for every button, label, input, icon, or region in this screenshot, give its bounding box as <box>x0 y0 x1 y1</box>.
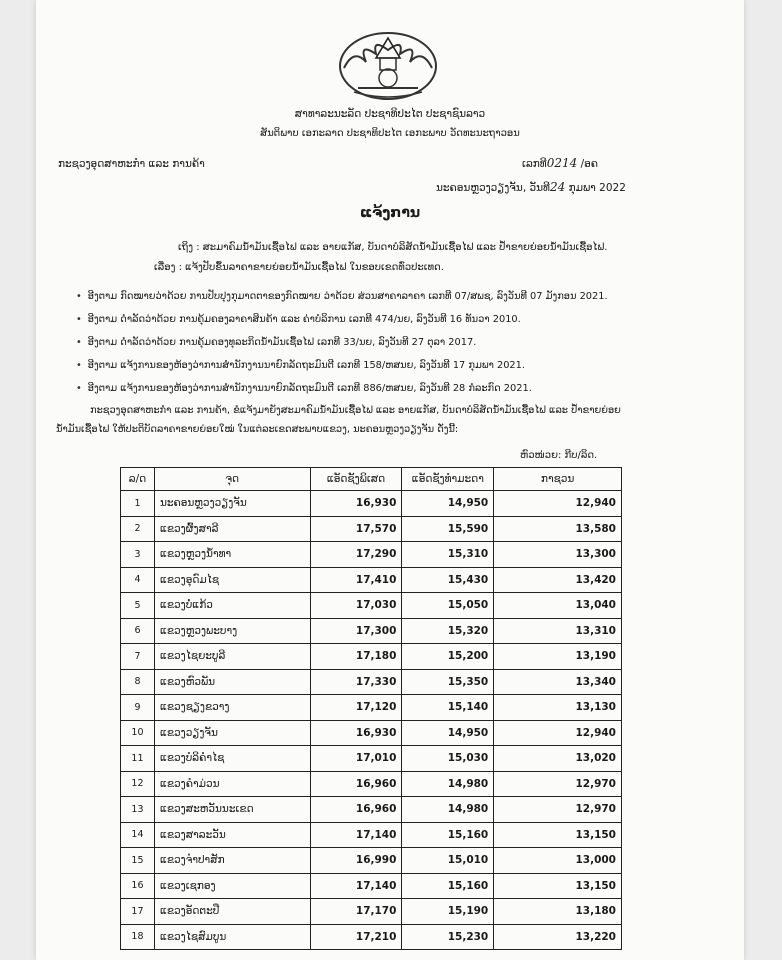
table-row <box>121 695 622 721</box>
row-location: ແຂວງໄຊສົມບູນ <box>154 924 310 950</box>
row-diesel-price: 13,310 <box>494 618 622 644</box>
row-regular-price: 14,980 <box>402 771 494 797</box>
row-location: ແຂວງວຽງຈັນ <box>154 720 310 746</box>
row-premium-price: 16,960 <box>310 797 402 823</box>
fuel-price-table <box>120 467 622 950</box>
row-premium-price: 17,330 <box>310 669 402 695</box>
row-premium-price: 17,570 <box>310 516 402 542</box>
row-premium-price: 17,140 <box>310 873 402 899</box>
row-location: ແຂວງຈຳປາສັກ <box>154 848 310 874</box>
reference-3: • ອີງຕາມ ດຳລັດວ່າດ້ວຍ ການຄຸ້ມຄອງທຸລະກິດນ້ຳມັນເຊື້ອໄຟ ເລກທີ 33/ນຍ, ລົງວັນທີ 27 ຕຸລາ 2017. <box>76 337 476 348</box>
row-premium-price: 17,410 <box>310 567 402 593</box>
row-location: ແຂວງສະຫວັນນະເຂດ <box>154 797 310 823</box>
row-number: 17 <box>121 899 155 925</box>
row-diesel-price: 13,000 <box>494 848 622 874</box>
table-body <box>121 491 622 950</box>
table-row <box>121 542 622 568</box>
table-row <box>121 873 622 899</box>
row-premium-price: 17,210 <box>310 924 402 950</box>
row-diesel-price: 13,020 <box>494 746 622 772</box>
to-line: ເຖິງ : ສະມາຄົມນ້ຳມັນເຊື້ອໄຟ ແລະ ອາຍແກັສ, ບັນດາບໍລິສັດນ້ຳມັນເຊື້ອໄຟ ແລະ ປ້ຳຂາຍຍ່ອຍນ້ຳມັນເຊື້ອໄຟ. <box>178 242 608 253</box>
row-location: ແຂວງຜົ້ງສາລີ <box>154 516 310 542</box>
table-row <box>121 593 622 619</box>
row-premium-price: 17,010 <box>310 746 402 772</box>
row-location: ແຂວງອັດຕະປື <box>154 899 310 925</box>
document-page <box>36 0 744 960</box>
row-number: 16 <box>121 873 155 899</box>
row-premium-price: 16,960 <box>310 771 402 797</box>
row-number: 5 <box>121 593 155 619</box>
row-location: ແຂວງຫຼວງພະບາງ <box>154 618 310 644</box>
row-number: 2 <box>121 516 155 542</box>
row-number: 1 <box>121 491 155 517</box>
date-label: ນະຄອນຫຼວງວຽງຈັນ, ວັນທີ <box>436 182 550 194</box>
table-row <box>121 899 622 925</box>
number-suffix: /ອຄ <box>580 158 598 170</box>
row-regular-price: 15,320 <box>402 618 494 644</box>
unit-note: ຫົວໜ່ວຍ: ກີບ/ລິດ. <box>520 450 598 461</box>
table-row <box>121 822 622 848</box>
row-diesel-price: 13,180 <box>494 899 622 925</box>
document-number <box>522 156 598 170</box>
table-row <box>121 924 622 950</box>
row-regular-price: 15,160 <box>402 822 494 848</box>
row-location: ແຂວງຄຳມ່ວນ <box>154 771 310 797</box>
row-premium-price: 17,140 <box>310 822 402 848</box>
row-number: 15 <box>121 848 155 874</box>
reference-1: • ອີງຕາມ ກົດໝາຍວ່າດ້ວຍ ການປັບປຸງກຸມາດຕາຂອງກົດໝາຍ ວ່າດ້ວຍ ສ່ວນສາຄາລາຄາ ເລກທີ 07/ສພຊ, ລົງວັນທີ 07 ມັງກອນ 2021. <box>76 291 608 302</box>
row-number: 14 <box>121 822 155 848</box>
row-diesel-price: 13,580 <box>494 516 622 542</box>
reference-5: • ອີງຕາມ ແຈ້ງການຂອງຫ້ອງວ່າການສຳນັກງານນາຍົກລັດຖະມົນຕີ ເລກທີ 886/ຫສນຍ, ລົງວັນທີ 28 ກໍລະກົດ 2021. <box>76 383 532 394</box>
row-premium-price: 16,990 <box>310 848 402 874</box>
row-regular-price: 15,030 <box>402 746 494 772</box>
subject-line: ເລື່ອງ : ແຈ້ງປັບຂຶ້ນລາຄາຂາຍຍ່ອຍນ້ຳມັນເຊື້ອໄຟ ໃນຂອບເຂດທົ່ວປະເທດ. <box>154 262 444 273</box>
header-no: ລ/ດ <box>121 468 155 491</box>
row-number: 12 <box>121 771 155 797</box>
row-premium-price: 17,030 <box>310 593 402 619</box>
row-diesel-price: 12,970 <box>494 797 622 823</box>
table-row <box>121 746 622 772</box>
row-diesel-price: 13,220 <box>494 924 622 950</box>
table-row <box>121 797 622 823</box>
ministry-name: ກະຊວງອຸດສາຫະກຳ ແລະ ການຄ້າ <box>58 158 205 170</box>
row-number: 3 <box>121 542 155 568</box>
row-diesel-price: 13,150 <box>494 822 622 848</box>
row-regular-price: 15,590 <box>402 516 494 542</box>
row-regular-price: 15,010 <box>402 848 494 874</box>
row-number: 13 <box>121 797 155 823</box>
table-header-row <box>121 468 622 491</box>
document-date <box>436 180 626 194</box>
row-regular-price: 15,050 <box>402 593 494 619</box>
row-diesel-price: 13,300 <box>494 542 622 568</box>
row-number: 4 <box>121 567 155 593</box>
row-regular-price: 15,310 <box>402 542 494 568</box>
row-regular-price: 14,980 <box>402 797 494 823</box>
row-location: ແຂວງຫຼວງນ້ຳທາ <box>154 542 310 568</box>
row-regular-price: 15,190 <box>402 899 494 925</box>
number-label: ເລກທີ <box>522 158 547 170</box>
row-location: ແຂວງບໍ່ແກ້ວ <box>154 593 310 619</box>
header-regular-gasoline: ແອັດຊັງທຳມະດາ <box>402 468 494 491</box>
row-number: 11 <box>121 746 155 772</box>
row-diesel-price: 12,940 <box>494 720 622 746</box>
row-diesel-price: 12,970 <box>494 771 622 797</box>
row-location: ແຂວງບໍລິຄຳໄຊ <box>154 746 310 772</box>
table-row <box>121 618 622 644</box>
row-location: ແຂວງອຸດົມໄຊ <box>154 567 310 593</box>
row-diesel-price: 12,940 <box>494 491 622 517</box>
row-number: 10 <box>121 720 155 746</box>
row-regular-price: 15,200 <box>402 644 494 670</box>
row-diesel-price: 13,130 <box>494 695 622 721</box>
row-premium-price: 17,290 <box>310 542 402 568</box>
row-diesel-price: 13,190 <box>494 644 622 670</box>
row-diesel-price: 13,040 <box>494 593 622 619</box>
national-emblem-icon <box>336 28 440 100</box>
row-number: 6 <box>121 618 155 644</box>
row-location: ແຂວງຊຽງຂວາງ <box>154 695 310 721</box>
row-regular-price: 14,950 <box>402 720 494 746</box>
row-number: 8 <box>121 669 155 695</box>
row-number: 9 <box>121 695 155 721</box>
table-row <box>121 516 622 542</box>
national-motto: ສັນຕິພາບ ເອກະລາດ ປະຊາທິປະໄຕ ເອກະພາບ ວັດທະນະຖາວອນ <box>260 128 520 139</box>
row-regular-price: 15,160 <box>402 873 494 899</box>
number-value: 0214 <box>546 156 578 170</box>
reference-2: • ອີງຕາມ ດຳລັດວ່າດ້ວຍ ການຄຸ້ມຄອງລາຄາສິນຄ້າ ແລະ ຄ່າບໍລິການ ເລກທີ 474/ນຍ, ລົງວັນທີ 16 ທັນວາ 2010. <box>76 314 521 325</box>
body-paragraph-line-2: ນ້ຳມັນເຊື້ອໄຟ ໃຫ້ປະຕິບັດລາຄາຂາຍຍ່ອຍໃໝ່ ໃນແຕ່ລະເຂດສະພາບແຂວງ, ນະຄອນຫຼວງວຽງຈັນ ດັ່ງນີ້: <box>56 424 459 435</box>
row-diesel-price: 13,420 <box>494 567 622 593</box>
date-rest: ກຸມພາ 2022 <box>568 182 626 194</box>
row-regular-price: 15,430 <box>402 567 494 593</box>
row-regular-price: 15,350 <box>402 669 494 695</box>
date-day: 24 <box>549 180 566 194</box>
document-title: ແຈ້ງການ <box>359 205 421 221</box>
row-premium-price: 17,120 <box>310 695 402 721</box>
row-diesel-price: 13,150 <box>494 873 622 899</box>
row-number: 18 <box>121 924 155 950</box>
row-location: ນະຄອນຫຼວງວຽງຈັນ <box>154 491 310 517</box>
row-diesel-price: 13,340 <box>494 669 622 695</box>
table-row <box>121 848 622 874</box>
table-row <box>121 669 622 695</box>
row-location: ແຂວງຫົວພັນ <box>154 669 310 695</box>
row-premium-price: 17,170 <box>310 899 402 925</box>
table-row <box>121 644 622 670</box>
row-premium-price: 16,930 <box>310 720 402 746</box>
reference-4: • ອີງຕາມ ແຈ້ງການຂອງຫ້ອງວ່າການສຳນັກງານນາຍົກລັດຖະມົນຕີ ເລກທີ 158/ຫສນຍ, ລົງວັນທີ 17 ກຸມພາ 2021. <box>76 360 525 371</box>
table-row <box>121 491 622 517</box>
row-location: ແຂວງສາລະວັນ <box>154 822 310 848</box>
row-premium-price: 17,180 <box>310 644 402 670</box>
country-name: ສາທາລະນະລັດ ປະຊາທິປະໄຕ ປະຊາຊົນລາວ <box>294 108 486 120</box>
row-location: ແຂວງເຊກອງ <box>154 873 310 899</box>
body-paragraph-line-1: ກະຊວງອຸດສາຫະກຳ ແລະ ການຄ້າ, ຂໍແຈ້ງມາຍັງສະມາຄົມນ້ຳມັນເຊື້ອໄຟ ແລະ ອາຍແກັສ, ບັນດາບໍລິສັດນ້ຳມັນເຊື້ອໄຟ ແລະ ປ້ຳຂາຍຍ່ອຍ <box>90 405 621 416</box>
row-regular-price: 15,230 <box>402 924 494 950</box>
row-premium-price: 17,300 <box>310 618 402 644</box>
table-row <box>121 720 622 746</box>
header-premium-gasoline: ແອັດຊັງພິເສດ <box>310 468 402 491</box>
row-regular-price: 14,950 <box>402 491 494 517</box>
row-regular-price: 15,140 <box>402 695 494 721</box>
header-location: ຈຸດ <box>154 468 310 491</box>
table-row <box>121 567 622 593</box>
row-premium-price: 16,930 <box>310 491 402 517</box>
row-number: 7 <box>121 644 155 670</box>
table-row <box>121 771 622 797</box>
row-location: ແຂວງໄຊຍະບູລີ <box>154 644 310 670</box>
header-diesel: ກາຊວນ <box>494 468 622 491</box>
